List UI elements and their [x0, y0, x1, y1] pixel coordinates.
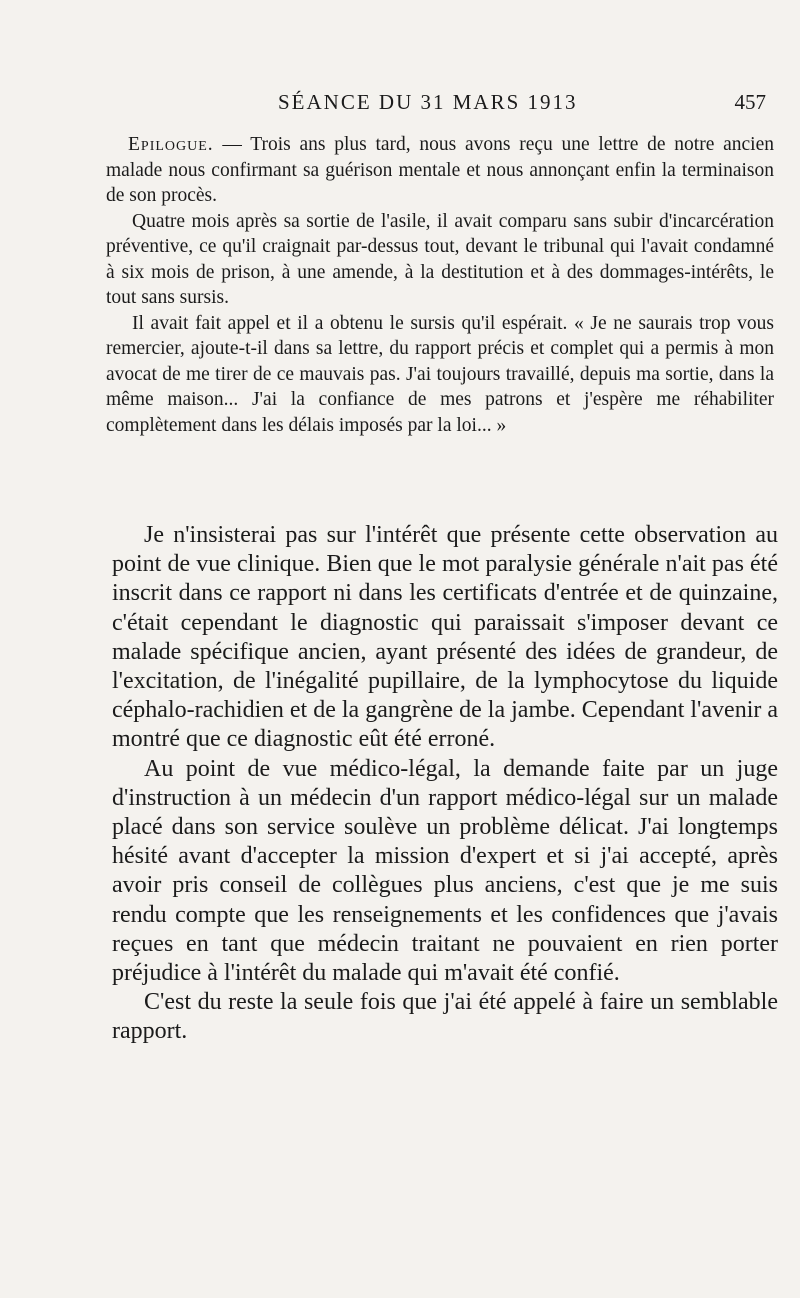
running-header — [108, 90, 766, 120]
header-title: SÉANCE DU 31 MARS 1913 — [278, 90, 578, 114]
discussion-section — [112, 521, 778, 1047]
epilogue-section — [106, 132, 774, 438]
paragraph-6: C'est du reste la seule fois que j'ai été appelé à faire un semblable rapport. — [112, 989, 778, 1045]
epilogue-label: Epilogue. — [128, 134, 214, 155]
paragraph-4: Je n'insisterai pas sur l'intérêt que présente cette observation au point de vue clinique. Bien que le mot paralysie générale n'ait pas été inscrit dans ce rapport ni dans les certificats d'entrée et de quinzaine, c'était cependant le diagnostic qui paraissait s'imposer devant ce malade spécifique ancien, ayant présenté des idées de grandeur, de l'excitation, de l'inégalité pupillaire, de la lymphocytose du liquide céphalo-rachidien et de la gangrène de la jambe. Cependant l'avenir a montré que ce diagnostic eût été erroné. — [112, 522, 778, 753]
epilogue-paragraph — [106, 132, 774, 209]
paragraph-3: Il avait fait appel et il a obtenu le sursis qu'il espérait. « Je ne saurais trop vous remercier, ajoute-t-il dans sa lettre, du rapport précis et complet qui a permis à mon avocat de me tirer de ce mauvais pas. J'ai toujours travaillé, depuis ma sortie, dans la même maison... J'ai la confiance de mes patrons et j'espère me réhabiliter complètement dans les délais imposés par la loi... » — [106, 312, 774, 436]
paragraph-2: Quatre mois après sa sortie de l'asile, il avait comparu sans subir d'incarcération préventive, ce qu'il craignait par-dessus tout, devant le tribunal qui l'avait condamné à six mois de prison, à une amende, à la destitution et à des dommages-intérêts, le tout sans sursis. — [106, 210, 774, 308]
paragraph-5: Au point de vue médico-légal, la demande faite par un juge d'instruction à un médecin d'un rapport médico-légal sur un malade placé dans son service soulève un problème délicat. J'ai longtemps hésité avant d'accepter la mission d'expert et si j'ai accepté, après avoir pris conseil de collègues plus anciens, c'est que je me suis rendu compte que les renseignements et les confidences que j'avais reçues en tant que médecin traitant ne pouvaient en rien porter préjudice à l'intérêt du malade qui m'avait été confié. — [112, 755, 778, 987]
page-number: 457 — [734, 90, 766, 114]
epilogue-text: — Trois ans plus tard, nous avons reçu une lettre de notre ancien malade nous confirmant sa guérison mentale et nous annonçant enfin la terminaison de son procès. — [106, 134, 774, 206]
